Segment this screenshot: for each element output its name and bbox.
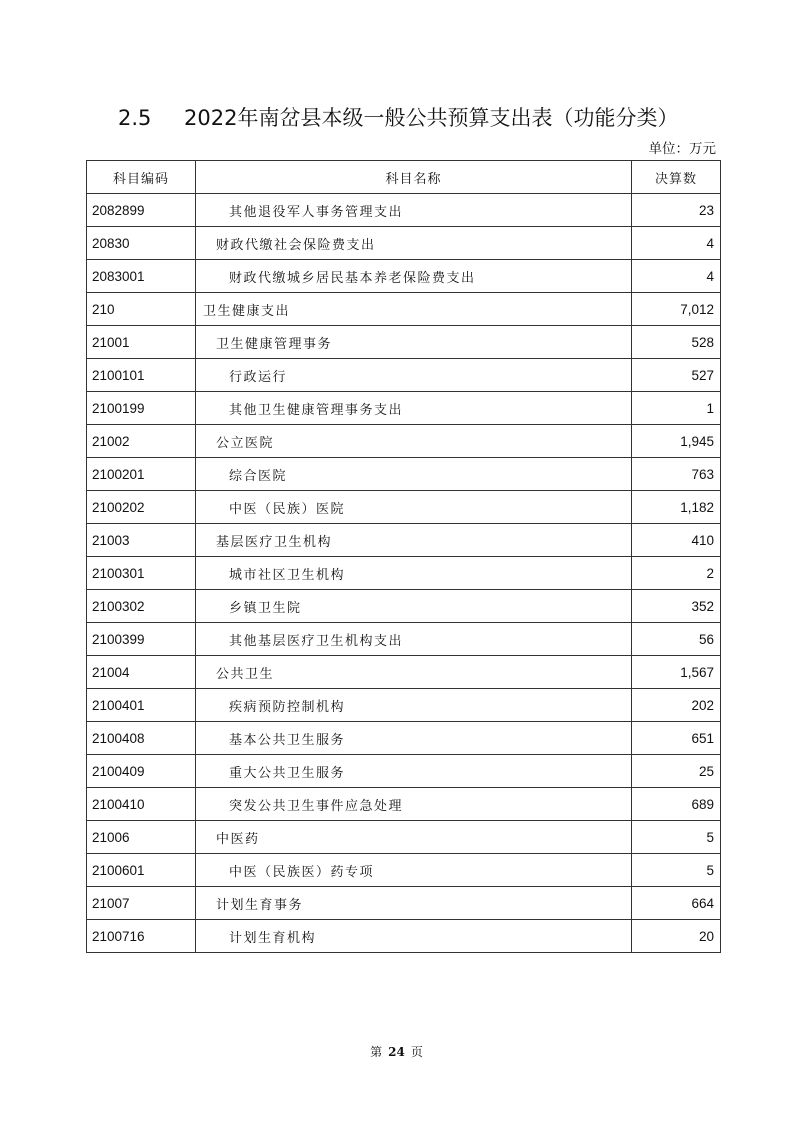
table-row (87, 491, 721, 524)
cell-amount: 689 (632, 788, 721, 821)
table-row (87, 359, 721, 392)
cell-amount: 1,567 (632, 656, 721, 689)
cell-amount: 410 (632, 524, 721, 557)
cell-code: 2100199 (87, 392, 196, 425)
page-number: 24 (388, 1045, 405, 1059)
table-row (87, 755, 721, 788)
table-row (87, 194, 721, 227)
cell-amount: 664 (632, 887, 721, 920)
cell-code: 2100302 (87, 590, 196, 623)
table-row (87, 227, 721, 260)
table-row (87, 458, 721, 491)
cell-name: 城市社区卫生机构 (196, 557, 632, 590)
cell-name: 其他卫生健康管理事务支出 (196, 392, 632, 425)
cell-name: 突发公共卫生事件应急处理 (196, 788, 632, 821)
cell-amount: 20 (632, 920, 721, 953)
budget-table (86, 160, 721, 953)
cell-code: 2100409 (87, 755, 196, 788)
cell-amount: 2 (632, 557, 721, 590)
cell-amount: 5 (632, 854, 721, 887)
table-row (87, 887, 721, 920)
table-row (87, 821, 721, 854)
footer-prefix: 第 (370, 1045, 383, 1059)
cell-name: 计划生育事务 (196, 887, 632, 920)
cell-name: 基层医疗卫生机构 (196, 524, 632, 557)
table-row (87, 623, 721, 656)
cell-code: 21007 (87, 887, 196, 920)
cell-amount: 56 (632, 623, 721, 656)
cell-name: 计划生育机构 (196, 920, 632, 953)
cell-amount: 1,945 (632, 425, 721, 458)
cell-amount: 4 (632, 227, 721, 260)
table-row (87, 425, 721, 458)
cell-code: 2082899 (87, 194, 196, 227)
table-row (87, 524, 721, 557)
cell-code: 21002 (87, 425, 196, 458)
table-row (87, 392, 721, 425)
cell-amount: 763 (632, 458, 721, 491)
cell-name: 财政代缴城乡居民基本养老保险费支出 (196, 260, 632, 293)
table-row (87, 557, 721, 590)
footer-suffix: 页 (410, 1045, 423, 1059)
table-row (87, 326, 721, 359)
cell-amount: 7,012 (632, 293, 721, 326)
cell-code: 2100202 (87, 491, 196, 524)
cell-code: 2100408 (87, 722, 196, 755)
cell-name: 中医药 (196, 821, 632, 854)
table-row (87, 689, 721, 722)
table-row (87, 722, 721, 755)
cell-amount: 352 (632, 590, 721, 623)
cell-name: 财政代缴社会保险费支出 (196, 227, 632, 260)
cell-code: 2100410 (87, 788, 196, 821)
table-row (87, 293, 721, 326)
cell-name: 行政运行 (196, 359, 632, 392)
table-row (87, 260, 721, 293)
cell-name: 中医（民族医）药专项 (196, 854, 632, 887)
cell-name: 基本公共卫生服务 (196, 722, 632, 755)
cell-code: 21004 (87, 656, 196, 689)
cell-code: 2100301 (87, 557, 196, 590)
header-code: 科目编码 (87, 161, 196, 194)
page-title (118, 103, 718, 133)
table-header-row (87, 161, 721, 194)
cell-code: 210 (87, 293, 196, 326)
cell-code: 2100716 (87, 920, 196, 953)
cell-code: 21003 (87, 524, 196, 557)
table-row (87, 788, 721, 821)
cell-name: 卫生健康管理事务 (196, 326, 632, 359)
cell-amount: 23 (632, 194, 721, 227)
cell-amount: 651 (632, 722, 721, 755)
page-footer (0, 1043, 793, 1060)
cell-code: 2100601 (87, 854, 196, 887)
cell-amount: 5 (632, 821, 721, 854)
cell-amount: 4 (632, 260, 721, 293)
cell-name: 其他退役军人事务管理支出 (196, 194, 632, 227)
cell-name: 卫生健康支出 (196, 293, 632, 326)
cell-name: 重大公共卫生服务 (196, 755, 632, 788)
cell-name: 公立医院 (196, 425, 632, 458)
cell-name: 其他基层医疗卫生机构支出 (196, 623, 632, 656)
cell-code: 2083001 (87, 260, 196, 293)
header-name: 科目名称 (196, 161, 632, 194)
table-row (87, 854, 721, 887)
table-row (87, 590, 721, 623)
header-amount: 决算数 (632, 161, 721, 194)
cell-amount: 527 (632, 359, 721, 392)
title-text: 2022年南岔县本级一般公共预算支出表（功能分类） (184, 106, 679, 130)
cell-amount: 1,182 (632, 491, 721, 524)
cell-code: 2100201 (87, 458, 196, 491)
title-section-number: 2.5 (118, 106, 152, 130)
cell-amount: 202 (632, 689, 721, 722)
cell-amount: 25 (632, 755, 721, 788)
table-row (87, 920, 721, 953)
cell-name: 乡镇卫生院 (196, 590, 632, 623)
table-row (87, 656, 721, 689)
cell-amount: 1 (632, 392, 721, 425)
cell-code: 21001 (87, 326, 196, 359)
cell-name: 综合医院 (196, 458, 632, 491)
cell-code: 21006 (87, 821, 196, 854)
cell-code: 2100399 (87, 623, 196, 656)
cell-name: 中医（民族）医院 (196, 491, 632, 524)
cell-name: 公共卫生 (196, 656, 632, 689)
cell-code: 2100401 (87, 689, 196, 722)
cell-code: 20830 (87, 227, 196, 260)
cell-code: 2100101 (87, 359, 196, 392)
cell-name: 疾病预防控制机构 (196, 689, 632, 722)
cell-amount: 528 (632, 326, 721, 359)
unit-label: 单位：万元 (648, 141, 716, 157)
table-body (87, 194, 721, 953)
